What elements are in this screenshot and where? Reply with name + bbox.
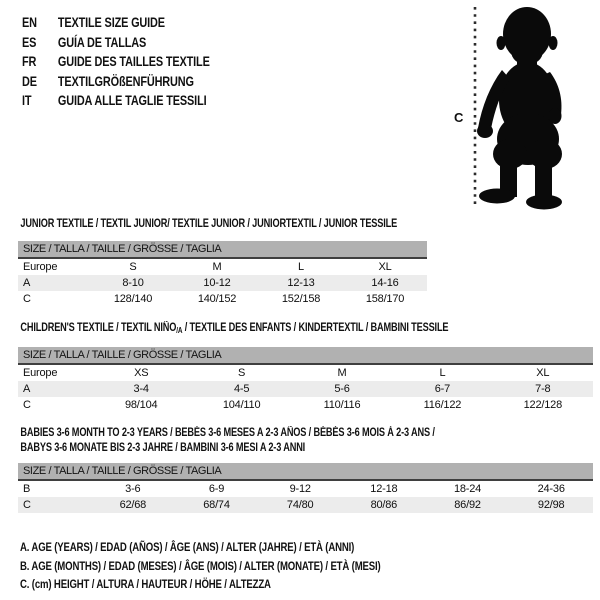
value-cell: 8-10	[122, 277, 144, 289]
size-table-body	[18, 365, 593, 413]
row-label-cell: C	[23, 399, 31, 411]
value-cell: 3-4	[133, 383, 149, 395]
table-row	[18, 275, 427, 291]
language-code: IT	[22, 92, 32, 108]
size-table-body	[18, 481, 593, 513]
value-cell: 12-18	[370, 483, 398, 495]
section-childrens-textile	[18, 321, 593, 413]
value-cell: S	[129, 261, 137, 273]
language-code: DE	[22, 72, 37, 89]
value-cell: 3-6	[125, 483, 141, 495]
value-cell: 140/152	[197, 293, 237, 305]
value-cell: L	[298, 261, 304, 273]
value-cell: 4-5	[233, 383, 250, 395]
value-cell: 80/86	[370, 499, 398, 511]
footnote-a: A. AGE (YEARS) / EDAD (AÑOS) / ÂGE (ANS) / ALTER (JAHRE) / ETÀ (ANNI)	[20, 540, 355, 554]
language-row	[22, 13, 210, 33]
value-cell: 7-8	[535, 383, 551, 395]
value-cell: 128/140	[113, 293, 153, 305]
size-table-header: SIZE / TALLA / TAILLE / GRÖSSE / TAGLIA	[18, 347, 593, 365]
language-row	[22, 33, 210, 53]
value-cell: 6-9	[208, 483, 225, 495]
row-label-cell: Europe	[23, 261, 58, 273]
value-cell: S	[238, 367, 246, 379]
section-title: BABIES 3-6 MONTH TO 2-3 YEARS / BEBÉS 3-6 MESES A 2-3 AÑOS / BÉBÉS 3-6 MOIS À 2-3 ANS /	[20, 427, 435, 439]
size-table	[18, 347, 593, 413]
section-title-text: CHILDREN'S TEXTILE / TEXTIL NIÑO	[20, 322, 177, 334]
language-code: EN	[22, 14, 37, 30]
section-babies-textile	[18, 426, 593, 513]
value-cell: M	[212, 261, 222, 273]
value-cell: 18-24	[453, 483, 482, 495]
footnote-b: B. AGE (MONTHS) / EDAD (MESES) / ÂGE (MOIS) / ALTER (MONATE) / ETÀ (MESI)	[20, 558, 381, 573]
value-cell: 6-7	[434, 383, 451, 395]
section-title-text: / TEXTILE DES ENFANTS / KINDERTEXTIL / BAMBINI TESSILE	[182, 322, 449, 334]
value-cell: 5-6	[334, 383, 350, 395]
language-label: GUÍA DE TALLAS	[57, 33, 147, 50]
value-cell: 98/104	[124, 399, 158, 411]
value-cell: XL	[536, 367, 550, 379]
size-table	[18, 463, 593, 513]
table-row	[18, 291, 427, 307]
row-label-cell: C	[23, 499, 31, 511]
value-cell: XL	[378, 261, 392, 273]
value-cell: XS	[134, 367, 149, 379]
section-title: JUNIOR TEXTILE / TEXTIL JUNIOR/ TEXTILE JUNIOR / JUNIORTEXTIL / JUNIOR TESSILE	[20, 218, 398, 230]
footnotes	[20, 538, 381, 594]
size-table-header: SIZE / TALLA / TAILLE / GRÖSSE / TAGLIA	[18, 463, 593, 481]
value-cell: 92/98	[537, 499, 565, 511]
value-cell: 14-16	[371, 277, 399, 289]
height-measure-label: C	[454, 110, 464, 125]
section-junior-textile	[18, 217, 427, 307]
section-title: BABYS 3-6 MONATE BIS 2-3 JAHRE / BAMBINI 3-6 MESI A 2-3 ANNI	[20, 442, 306, 454]
table-row	[18, 381, 593, 397]
language-label: GUIDA ALLE TAGLIE TESSILI	[57, 92, 207, 108]
size-table	[18, 241, 427, 307]
height-figure	[440, 2, 596, 212]
value-cell: 158/170	[365, 293, 405, 305]
table-row	[18, 397, 593, 413]
table-row	[18, 259, 427, 275]
language-label: TEXTILE SIZE GUIDE	[57, 14, 165, 30]
size-table-body	[18, 259, 427, 307]
table-row	[18, 497, 593, 513]
value-cell: 62/68	[119, 499, 147, 511]
value-cell: 9-12	[289, 483, 311, 495]
language-row	[22, 91, 210, 111]
table-row	[18, 365, 593, 381]
footnote-c: C. (cm) HEIGHT / ALTURA / HAUTEUR / HÖHE / ALTEZZA	[20, 577, 271, 591]
value-cell: 68/74	[203, 499, 230, 511]
value-cell: 10-12	[203, 277, 231, 289]
row-label-cell: B	[23, 483, 31, 495]
row-label-cell: A	[23, 277, 31, 289]
value-cell: 110/116	[323, 399, 361, 411]
value-cell: 24-36	[537, 483, 565, 495]
language-row	[22, 52, 210, 72]
row-label-cell: A	[23, 383, 31, 395]
value-cell: L	[439, 367, 446, 379]
value-cell: 152/158	[281, 293, 321, 305]
table-row	[18, 481, 593, 497]
row-label-cell: C	[23, 293, 31, 305]
language-label: GUIDE DES TAILLES TEXTILE	[57, 53, 210, 69]
value-cell: 74/80	[286, 499, 314, 511]
language-header	[22, 13, 210, 111]
value-cell: M	[337, 367, 347, 379]
toddler-silhouette	[477, 7, 562, 210]
value-cell: 86/92	[454, 499, 481, 511]
value-cell: 116/122	[423, 399, 462, 411]
section-title-subscript: /A	[176, 326, 183, 335]
language-code: FR	[22, 53, 37, 69]
language-label: TEXTILGRÖßENFÜHRUNG	[57, 72, 194, 89]
language-code: ES	[22, 33, 37, 50]
value-cell: 122/128	[523, 399, 563, 411]
section-title	[18, 321, 478, 338]
value-cell: 12-13	[287, 277, 315, 289]
language-row	[22, 72, 210, 92]
row-label-cell: Europe	[23, 367, 58, 379]
value-cell: 104/110	[222, 399, 261, 411]
size-table-header: SIZE / TALLA / TAILLE / GRÖSSE / TAGLIA	[18, 241, 427, 259]
